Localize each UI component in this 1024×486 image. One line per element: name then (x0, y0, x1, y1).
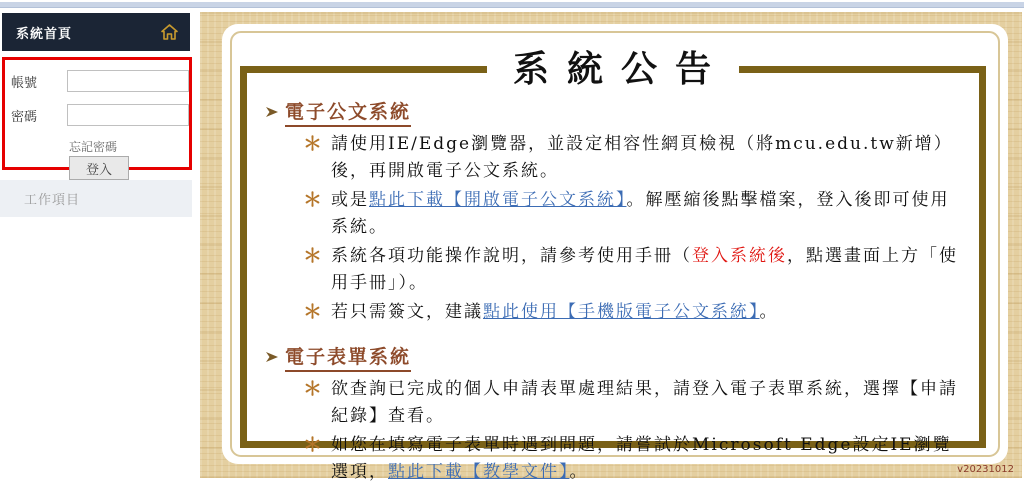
inline-download-link[interactable]: 點此下載【開啟電子公文系統】 (369, 190, 627, 210)
bullet-item (303, 243, 963, 297)
announcement-section (261, 97, 963, 326)
password-row (11, 104, 189, 126)
bullet-item (303, 376, 963, 430)
bullet-text: 系統各項功能操作說明，請參考使用手冊（ (331, 246, 692, 266)
bullet-text: 。 (759, 302, 779, 322)
bullet-asterisk: ＊ (303, 245, 325, 267)
inline-download-link[interactable]: 點此使用【手機版電子公文系統】 (483, 302, 760, 322)
login-button[interactable]: 登入 (69, 156, 129, 180)
section-title: 電子公文系統 (285, 97, 411, 127)
sidebar-home-label: 系統首頁 (16, 26, 73, 42)
announcement-title: 系統公告 (487, 48, 739, 91)
section-arrow-icon (265, 105, 279, 119)
section-heading (265, 342, 963, 372)
bullet-asterisk: ＊ (303, 378, 325, 400)
bullet-text: 若只需簽文，建議 (331, 302, 483, 322)
version-label: v20231012 (957, 464, 1014, 475)
bullet-asterisk: ＊ (303, 189, 325, 211)
home-icon[interactable] (161, 24, 178, 40)
bullet-text: ，點選畫面上方「使用手冊」）。 (331, 246, 958, 293)
inline-download-link[interactable]: 點此下載【教學文件】 (388, 462, 570, 482)
bullet-text: 或是 (331, 190, 369, 210)
bullet-text: 欲查詢已完成的個人申請表單處理結果，請登入電子表單系統，選擇【申請紀錄】查看。 (331, 379, 958, 426)
bullet-asterisk: ＊ (303, 434, 325, 456)
section-title: 電子表單系統 (285, 342, 411, 372)
bullet-item (303, 131, 963, 185)
sidebar-home-header[interactable] (2, 13, 190, 51)
section-bullet-list (261, 131, 963, 326)
password-input[interactable] (67, 104, 189, 126)
account-label: 帳號 (11, 75, 38, 91)
forgot-password-link[interactable]: 忘記密碼 (69, 140, 118, 154)
login-form (2, 57, 192, 178)
bullet-text: 。解壓縮後點擊檔案，登入後即可使用系統。 (331, 190, 950, 237)
highlighted-red-text: 登入系統後 (692, 246, 787, 266)
section-bullet-list (261, 376, 963, 486)
top-divider-bar (0, 2, 1024, 8)
bullet-text: 請使用IE/Edge瀏覽器，並設定相容性網頁檢視（將mcu.edu.tw新增）後，再開啟電子公文系統。 (331, 134, 953, 181)
section-heading (265, 97, 963, 127)
announcement-section (261, 342, 963, 486)
bullet-item (303, 299, 963, 326)
announcement-content (261, 97, 963, 482)
password-label: 密碼 (11, 109, 38, 125)
bullet-asterisk: ＊ (303, 301, 325, 323)
sidebar-section-work-items[interactable] (0, 180, 192, 217)
bullet-text: 如您在填寫電子表單時遇到問題，請嘗試於Microsoft Edge設定IE瀏覽選項， (331, 435, 952, 482)
bullet-text: 。 (569, 462, 589, 482)
bullet-asterisk: ＊ (303, 133, 325, 155)
work-items-label: 工作項目 (24, 193, 81, 208)
bullet-item (303, 432, 963, 486)
account-input[interactable] (67, 70, 189, 92)
announcement-panel (200, 12, 1022, 482)
section-arrow-icon (265, 350, 279, 364)
account-row (11, 70, 189, 92)
bullet-item (303, 187, 963, 241)
